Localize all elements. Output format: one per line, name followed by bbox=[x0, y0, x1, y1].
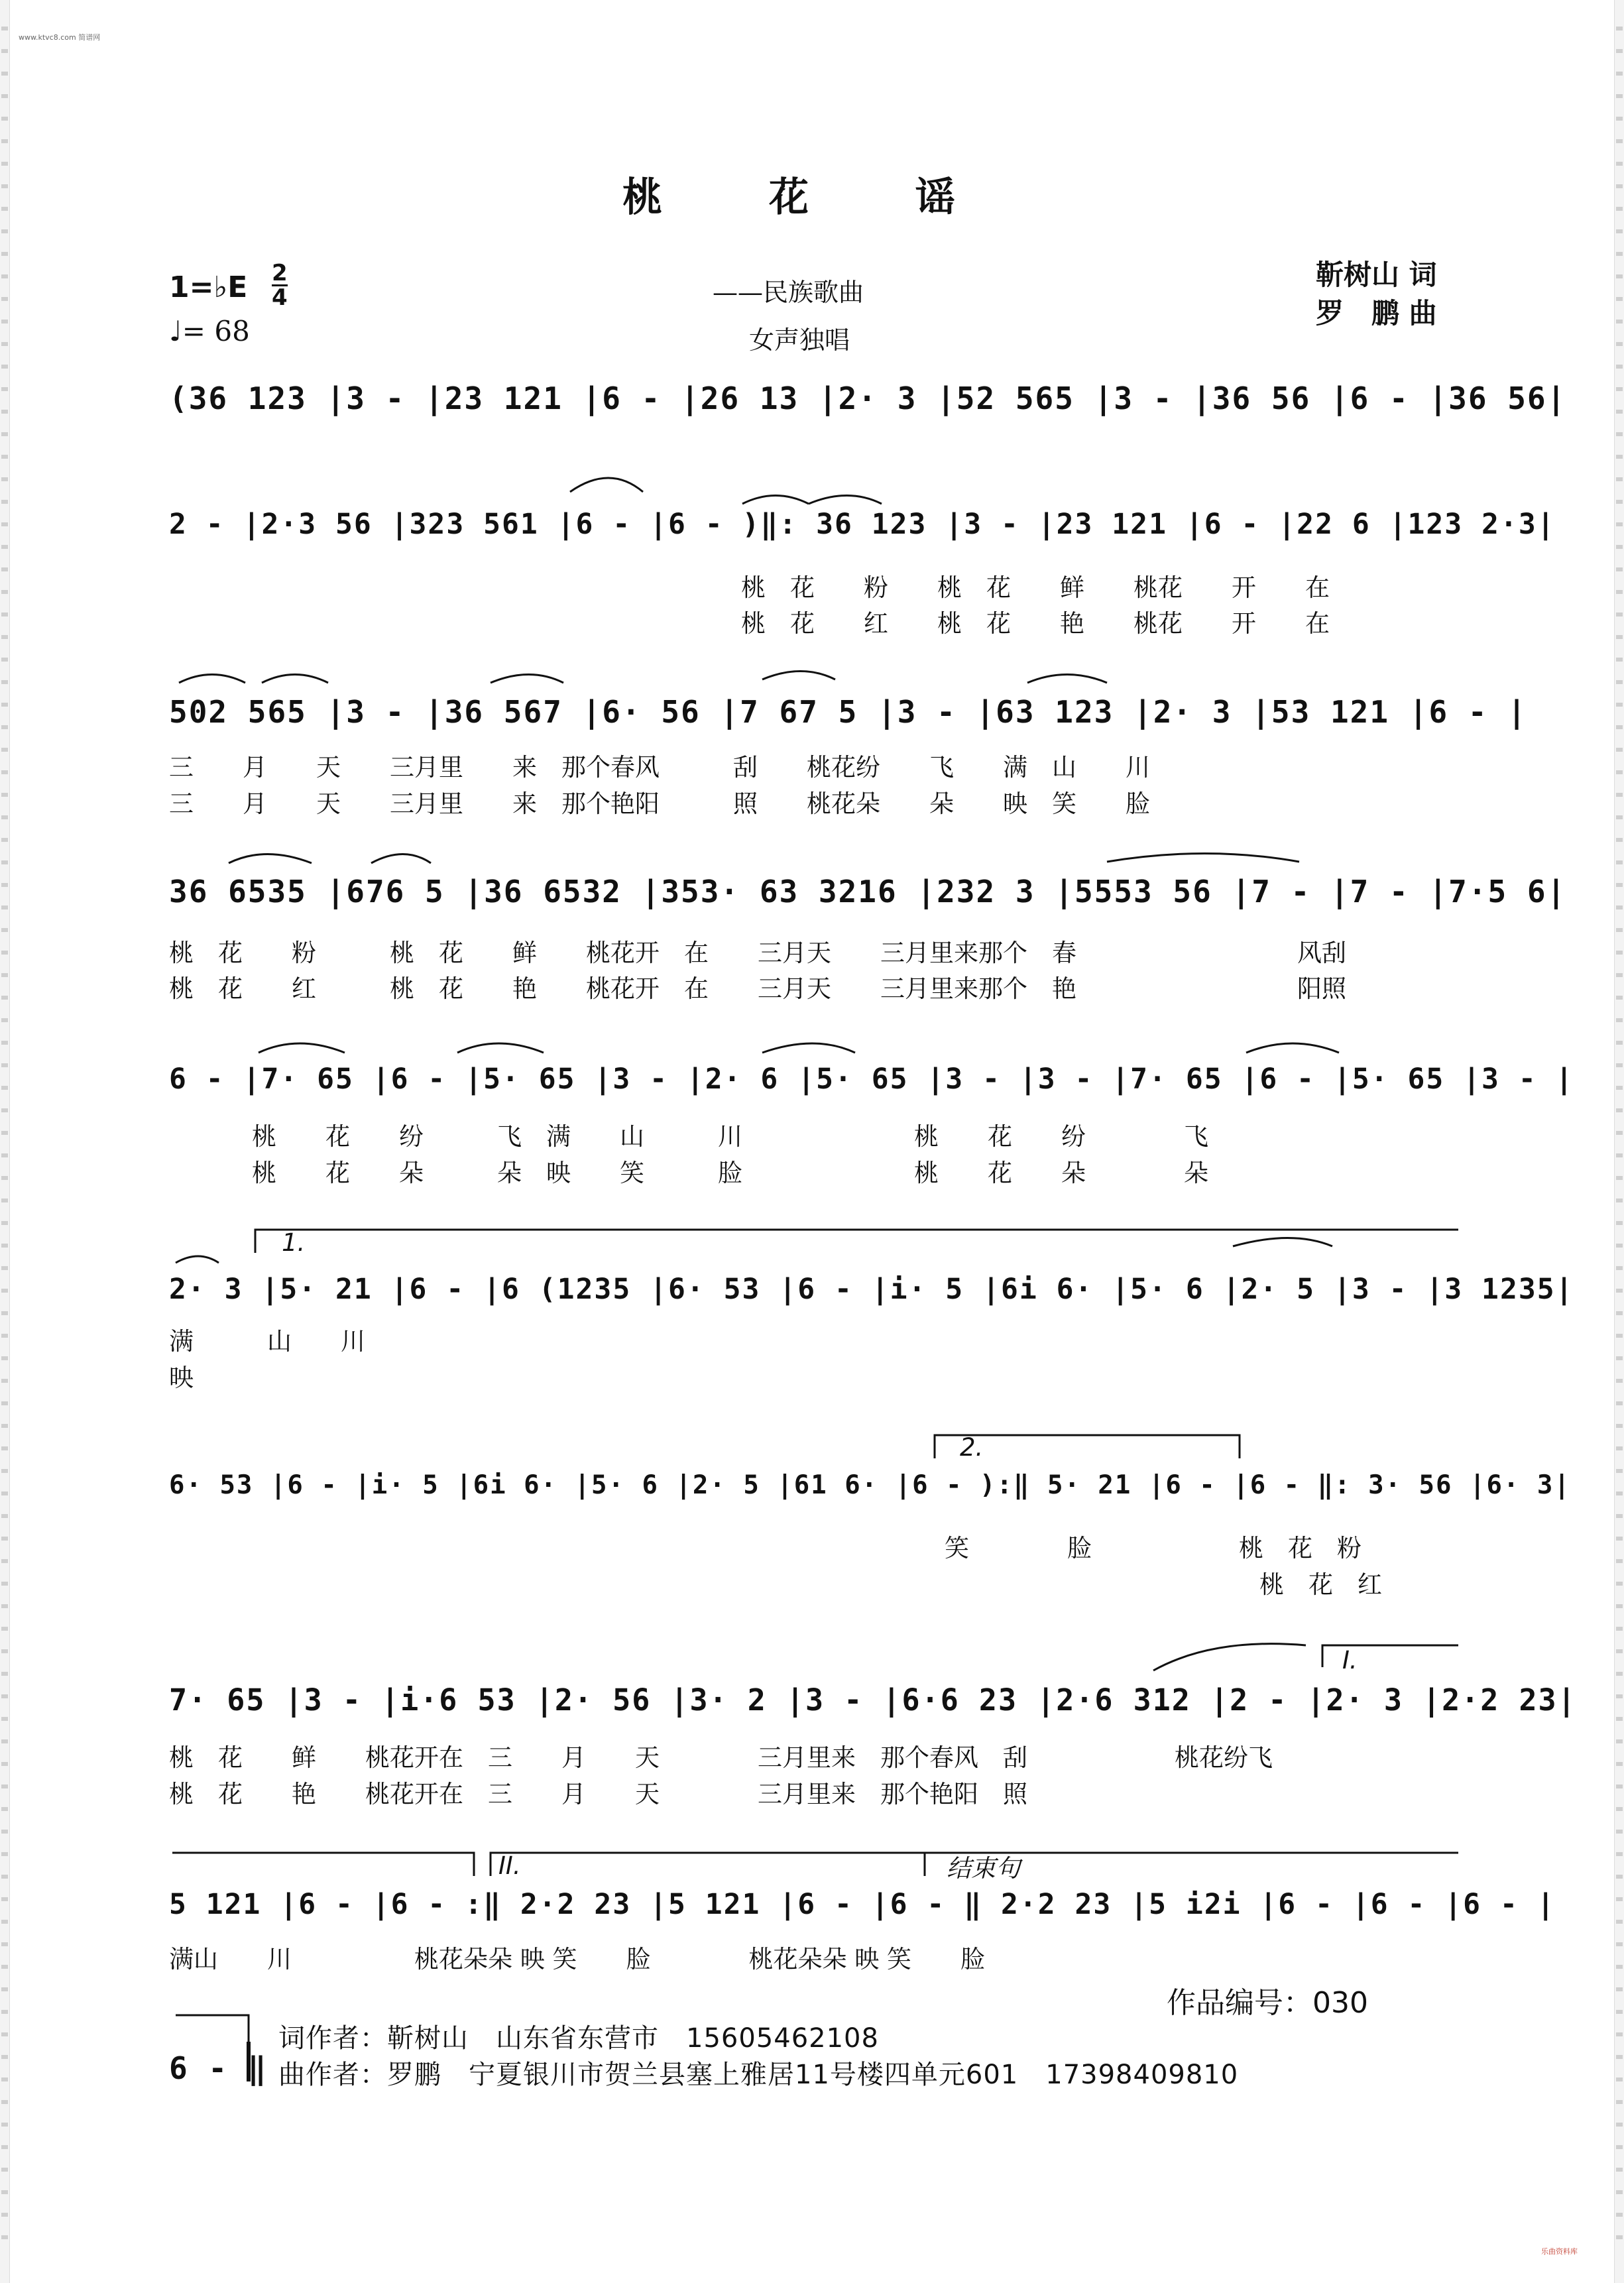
volta-ii-label: II. bbox=[498, 1851, 521, 1880]
score-row-7: 6· 53 |6 - |i· 5 |6i 6· |5· 6 |2· 5 |61 6· |6 - ):‖ 5· 21 |6 - |6 - ‖: 3· 56 |6· 3| bbox=[169, 1470, 1571, 1500]
score-row-8: 7· 65 |3 - |i·6 53 |2· 56 |3· 2 |3 - |6·6 23 |2·6 312 |2 - |2· 3 |2·2 23| bbox=[169, 1682, 1577, 1718]
lyrics-row-6-verse-1: 满 山 川 bbox=[169, 1327, 365, 1356]
composer-credit: 曲作者：罗鹏 宁夏银川市贺兰县塞上雅居11号楼四单元601 17398409810 bbox=[278, 2060, 1239, 2090]
subtitle: ——民族歌曲 bbox=[713, 278, 864, 307]
final-measure: 6 - ‖ bbox=[169, 2050, 268, 2086]
key-signature: 1=♭E bbox=[169, 270, 248, 304]
lyrics-row-9-verse-1: 满山 川 桃花朵朵 映 笑 脸 桃花朵朵 映 笑 脸 bbox=[169, 1945, 986, 1973]
score-row-9: 5 121 |6 - |6 - :‖ 2·2 23 |5 121 |6 - |6 - ‖ 2·2 23 |5 i2i |6 - |6 - |6 - | bbox=[169, 1888, 1556, 1921]
score-row-5: 6 - |7· 65 |6 - |5· 65 |3 - |2· 6 |5· 65 |3 - |3 - |7· 65 |6 - |5· 65 |3 - | bbox=[169, 1063, 1574, 1096]
song-title: 桃 花 谣 bbox=[622, 174, 1002, 221]
volta-2-label: 2. bbox=[960, 1433, 984, 1462]
time-signature-top: 2 bbox=[272, 260, 288, 286]
lyrics-row-3-verse-1: 三 月 天 三月里 来 那个春风 刮 桃花纷 飞 满 山 川 bbox=[169, 753, 1150, 782]
score-row-2: 2 - |2·3 56 |323 561 |6 - |6 - )‖: 36 123 |3 - |23 121 |6 - |22 6 |123 2·3| bbox=[169, 508, 1556, 541]
work-number: 作品编号：030 bbox=[1167, 1986, 1368, 2020]
lyrics-row-7-verse-1: 笑 脸 桃 花 粉 bbox=[945, 1534, 1362, 1562]
volta-1-label: 1. bbox=[282, 1228, 306, 1257]
lyrics-row-4-verse-2: 桃 花 红 桃 花 艳 桃花开 在 三月天 三月里来那个 艳 阳照 bbox=[169, 974, 1346, 1003]
score-row-6: 2· 3 |5· 21 |6 - |6 (1235 |6· 53 |6 - |i· 5 |6i 6· |5· 6 |2· 5 |3 - |3 1235| bbox=[169, 1273, 1574, 1306]
score-row-3: 502 565 |3 - |36 567 |6· 56 |7 67 5 |3 - |63 123 |2· 3 |53 121 |6 - | bbox=[169, 694, 1527, 730]
score-row-1: (36 123 |3 - |23 121 |6 - |26 13 |2· 3 |52 565 |3 - |36 56 |6 - |36 56| bbox=[169, 380, 1567, 416]
tempo-marking: ♩= 68 bbox=[169, 315, 250, 347]
lyrics-row-4-verse-1: 桃 花 粉 桃 花 鲜 桃花开 在 三月天 三月里来那个 春 风刮 bbox=[169, 939, 1346, 967]
volta-i-label: I. bbox=[1342, 1646, 1358, 1674]
performance-type: 女声独唱 bbox=[749, 325, 850, 355]
lyrics-row-2-verse-2: 桃 花 红 桃 花 艳 桃花 开 在 bbox=[741, 609, 1330, 638]
time-signature-bottom: 4 bbox=[272, 284, 288, 311]
lyrics-row-7-verse-2: 桃 花 红 bbox=[1259, 1570, 1382, 1599]
score-row-4: 36 6535 |676 5 |36 6532 |353· 63 3216 |232 3 |5553 56 |7 - |7 - |7·5 6| bbox=[169, 874, 1567, 909]
lyrics-row-2-verse-1: 桃 花 粉 桃 花 鲜 桃花 开 在 bbox=[741, 573, 1330, 602]
lyricist-line: 靳树山 词 bbox=[1316, 259, 1437, 291]
lyrics-row-8-verse-2: 桃 花 艳 桃花开在 三 月 天 三月里来 那个艳阳 照 bbox=[169, 1780, 1027, 1808]
bottom-logo: 乐曲资料库 bbox=[1541, 2247, 1578, 2256]
ending-label: 结束句 bbox=[947, 1854, 1020, 1883]
composer-line: 罗 鹏 曲 bbox=[1316, 297, 1437, 329]
lyrics-row-8-verse-1: 桃 花 鲜 桃花开在 三 月 天 三月里来 那个春风 刮 桃花纷飞 bbox=[169, 1743, 1273, 1772]
site-tag: www.ktvc8.com 简谱网 bbox=[19, 33, 101, 42]
lyrics-row-6-verse-2: 映 bbox=[169, 1364, 194, 1392]
lyricist-credit: 词作者：靳树山 山东省东营市 15605462108 bbox=[278, 2023, 879, 2054]
lyrics-row-3-verse-2: 三 月 天 三月里 来 那个艳阳 照 桃花朵 朵 映 笑 脸 bbox=[169, 790, 1150, 818]
lyrics-row-5-verse-2: 桃 花 朵 朵 映 笑 脸 桃 花 朵 朵 bbox=[252, 1159, 1208, 1187]
lyrics-row-5-verse-1: 桃 花 纷 飞 满 山 川 桃 花 纷 飞 bbox=[252, 1122, 1208, 1151]
